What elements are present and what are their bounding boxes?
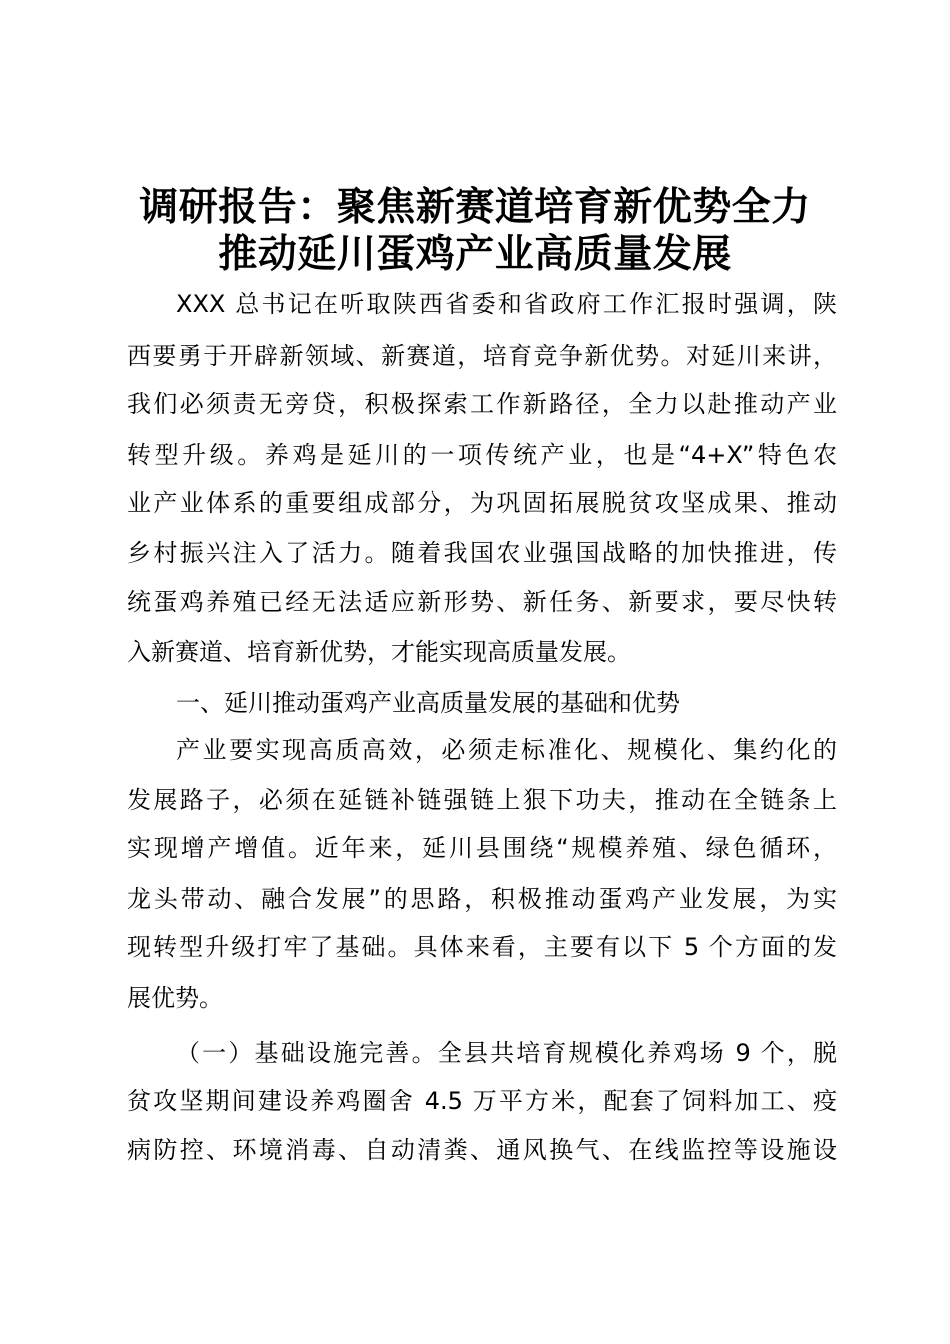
text-line: 我们必须责无旁贷，积极探索工作新路径，全力以赴推动产业 [127, 390, 837, 418]
text-line: 入新赛道、培育新优势，才能实现高质量发展。 [127, 638, 631, 666]
document-title-line-1: 调研报告：聚焦新赛道培育新优势全力 [139, 185, 811, 230]
text-line: 西要勇于开辟新领域、新赛道，培育竞争新优势。对延川来讲， [127, 342, 837, 370]
text-line: 病防控、环境消毒、自动清粪、通风换气、在线监控等设施设 [127, 1136, 837, 1164]
text-line: 产业要实现高质高效，必须走标准化、规模化、集约化的 [176, 736, 837, 764]
text-line: 龙头带动、融合发展”的思路，积极推动蛋鸡产业发展，为实 [127, 885, 837, 913]
text-line: 业产业体系的重要组成部分，为巩固拓展脱贫攻坚成果、推动 [127, 489, 837, 517]
document-title-line-2: 推动延川蛋鸡产业高质量发展 [218, 232, 732, 277]
text-line: （一）基础设施完善。全县共培育规模化养鸡场 9 个，脱 [176, 1039, 837, 1067]
text-line: 现转型升级打牢了基础。具体来看，主要有以下 5 个方面的发 [127, 933, 837, 961]
text-line: 转型升级。养鸡是延川的一项传统产业，也是“4+X”特色农 [127, 441, 837, 469]
section-heading: 一、延川推动蛋鸡产业高质量发展的基础和优势 [176, 689, 680, 717]
text-line: 乡村振兴注入了活力。随着我国农业强国战略的加快推进，传 [127, 539, 837, 567]
text-line: 发展路子，必须在延链补链强链上狠下功夫，推动在全链条上 [127, 786, 837, 814]
text-line: 展优势。 [127, 984, 223, 1012]
text-line: 统蛋鸡养殖已经无法适应新形势、新任务、新要求，要尽快转 [127, 588, 837, 616]
text-line: XXX 总书记在听取陕西省委和省政府工作汇报时强调，陕 [176, 290, 837, 318]
text-line: 贫攻坚期间建设养鸡圈舍 4.5 万平方米，配套了饲料加工、疫 [127, 1087, 837, 1115]
text-line: 实现增产增值。近年来，延川县围绕“规模养殖、绿色循环， [127, 834, 837, 862]
